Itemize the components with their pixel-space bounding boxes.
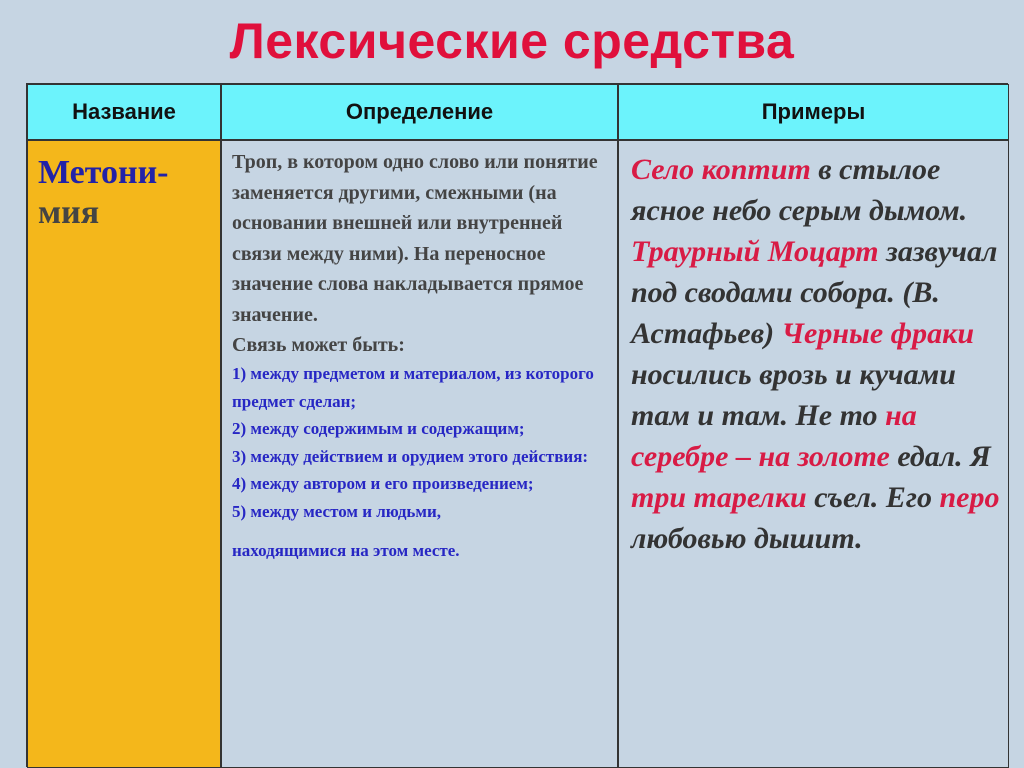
- example-highlight: три тарелки: [631, 481, 807, 514]
- relation-item: 3) между действием и орудием этого действия:: [232, 446, 589, 466]
- relation-item: 5) между местом и людьми,: [232, 501, 442, 521]
- definition-cell: [221, 140, 618, 768]
- example-highlight: Траурный Моцарт: [631, 235, 879, 268]
- relation-item-continuation: находящимися на этом месте.: [232, 541, 460, 560]
- lexical-table: [26, 83, 1008, 767]
- term-cell: [27, 140, 221, 768]
- term-line-1: Метони-: [38, 154, 169, 191]
- example-highlight: Черные фраки: [781, 317, 975, 350]
- relation-list: [232, 360, 609, 565]
- example-highlight: на серебре – на золоте: [631, 399, 917, 473]
- example-highlight: Село коптит: [631, 153, 811, 186]
- example-text: любовью дышит.: [631, 522, 863, 555]
- example-text: носились врозь и кучами там и там. Не то: [631, 358, 956, 432]
- relation-item: 4) между автором и его произведением;: [232, 474, 534, 493]
- definition-main: Троп, в котором одно слово или понятие заменяется другими, смежными (на основании внешней или внутренней связи между ними). На переносное значение слова накладывается прямое значение.: [232, 151, 598, 326]
- example-text: съел. Его: [806, 481, 940, 514]
- header-examples: Примеры: [618, 84, 1009, 140]
- examples-cell: [618, 140, 1009, 768]
- example-text: едал. Я: [889, 440, 991, 473]
- relation-item: 1) между предметом и материалом, из которого предмет сделан;: [232, 364, 594, 411]
- example-text: в стылое ясное небо серым дымом.: [631, 153, 968, 227]
- definition-sub: Связь может быть:: [232, 334, 405, 356]
- relation-item: 2) между содержимым и содержащим;: [232, 419, 525, 438]
- term-name: [38, 153, 220, 233]
- header-definition: Определение: [221, 84, 618, 140]
- term-line-2: мия: [38, 194, 100, 231]
- header-name: Название: [27, 84, 221, 140]
- page-title: Лексические средства: [229, 13, 795, 69]
- example-text: зазвучал под сводами собора. (В. Астафьев): [631, 235, 998, 350]
- example-highlight: перо: [939, 481, 1000, 514]
